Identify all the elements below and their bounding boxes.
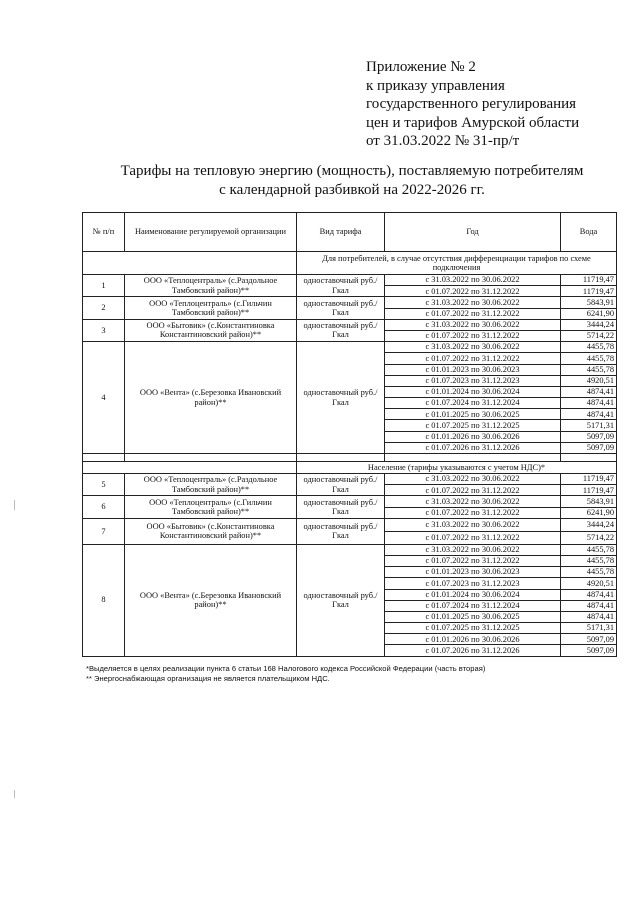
period: с 01.07.2026 по 31.12.2026 bbox=[385, 442, 561, 453]
tariff-value: 4920,51 bbox=[561, 375, 617, 386]
period: с 01.07.2022 по 31.12.2022 bbox=[385, 308, 561, 319]
period: с 01.07.2022 по 31.12.2022 bbox=[385, 286, 561, 297]
period: с 31.03.2022 по 30.06.2022 bbox=[385, 474, 561, 485]
spacer-cell bbox=[385, 454, 561, 462]
footnote-non-vat: ** Энергоснабжающая организация не является плательщиком НДС. bbox=[86, 674, 330, 683]
tariff-value: 3444,24 bbox=[561, 319, 617, 330]
period: с 31.03.2022 по 30.06.2022 bbox=[385, 275, 561, 286]
section-row bbox=[83, 462, 617, 474]
tariff-value: 4874,41 bbox=[561, 611, 617, 622]
tariff-value: 4920,51 bbox=[561, 578, 617, 589]
scan-margin-mark bbox=[14, 790, 15, 798]
tariff-value: 11719,47 bbox=[561, 485, 617, 496]
tariff-value: 4455,78 bbox=[561, 544, 617, 555]
period: с 01.07.2022 по 31.12.2022 bbox=[385, 353, 561, 364]
period: с 01.07.2022 по 31.12.2022 bbox=[385, 485, 561, 496]
period: с 01.01.2026 по 30.06.2026 bbox=[385, 634, 561, 645]
tariff-value: 4874,41 bbox=[561, 589, 617, 600]
tariff-value: 5097,09 bbox=[561, 645, 617, 656]
row-number: 3 bbox=[83, 319, 125, 341]
header-type: Вид тарифа bbox=[297, 213, 385, 252]
tariff-value: 5171,31 bbox=[561, 420, 617, 431]
tariff-value: 11719,47 bbox=[561, 275, 617, 286]
tariff-value: 6241,90 bbox=[561, 507, 617, 518]
period: с 01.07.2022 по 31.12.2022 bbox=[385, 507, 561, 518]
header-year: Год bbox=[385, 213, 561, 252]
period: с 01.01.2024 по 30.06.2024 bbox=[385, 386, 561, 397]
spacer-cell bbox=[83, 454, 125, 462]
scan-margin-mark bbox=[14, 500, 15, 510]
spacer-row bbox=[83, 454, 617, 462]
tariff-value: 5097,09 bbox=[561, 431, 617, 442]
row-number: 1 bbox=[83, 275, 125, 297]
tariff-value: 5714,22 bbox=[561, 531, 617, 544]
appendix-line: Приложение № 2 bbox=[366, 59, 476, 75]
period: с 01.07.2022 по 31.12.2022 bbox=[385, 531, 561, 544]
table-row bbox=[83, 319, 617, 330]
period: с 01.07.2023 по 31.12.2023 bbox=[385, 578, 561, 589]
org-name: ООО «Теплоцентраль» (с.Гильчин Тамбовский район)** bbox=[125, 297, 297, 319]
tariff-value: 4455,78 bbox=[561, 364, 617, 375]
table-row bbox=[83, 297, 617, 308]
period: с 31.03.2022 по 30.06.2022 bbox=[385, 544, 561, 555]
header-num: № п/п bbox=[83, 213, 125, 252]
tariff-type: одноставочный руб./Гкал bbox=[297, 496, 385, 518]
tariff-value: 4455,78 bbox=[561, 353, 617, 364]
row-number: 4 bbox=[83, 342, 125, 454]
period: с 01.07.2025 по 31.12.2025 bbox=[385, 623, 561, 634]
org-name: ООО «Теплоцентраль» (с.Раздольное Тамбовский район)** bbox=[125, 275, 297, 297]
period: с 01.07.2025 по 31.12.2025 bbox=[385, 420, 561, 431]
org-name: ООО «Бытовик» (с.Константиновка Константиновский район)** bbox=[125, 319, 297, 341]
spacer-cell bbox=[297, 454, 385, 462]
section-title: Население (тарифы указываются с учетом НДС)* bbox=[297, 462, 617, 474]
section-spacer bbox=[83, 252, 297, 275]
period: с 01.01.2025 по 30.06.2025 bbox=[385, 611, 561, 622]
org-name: ООО «Теплоцентраль» (с.Гильчин Тамбовский район)** bbox=[125, 496, 297, 518]
tariff-value: 5843,91 bbox=[561, 496, 617, 507]
org-name: ООО «Бытовик» (с.Константиновка Константиновский район)** bbox=[125, 518, 297, 544]
period: с 31.03.2022 по 30.06.2022 bbox=[385, 319, 561, 330]
table-header-row bbox=[83, 213, 617, 252]
appendix-line: государственного регулирования bbox=[366, 96, 577, 112]
period: с 01.01.2026 по 30.06.2026 bbox=[385, 431, 561, 442]
footnote-vat: *Выделяется в целях реализации пункта 6 статьи 168 Налогового кодекса Российской Федерации (часть вторая) bbox=[86, 664, 486, 673]
table-row bbox=[83, 275, 617, 286]
period: с 01.07.2026 по 31.12.2026 bbox=[385, 645, 561, 656]
tariff-value: 5171,31 bbox=[561, 623, 617, 634]
period: с 01.07.2022 по 31.12.2022 bbox=[385, 330, 561, 341]
tariff-type: одноставочный руб./Гкал bbox=[297, 518, 385, 544]
tariff-value: 4874,41 bbox=[561, 386, 617, 397]
period: с 31.03.2022 по 30.06.2022 bbox=[385, 297, 561, 308]
period: с 01.07.2022 по 31.12.2022 bbox=[385, 555, 561, 566]
tariff-table bbox=[82, 212, 617, 657]
section-row bbox=[83, 252, 617, 275]
tariff-type: одноставочный руб./Гкал bbox=[297, 297, 385, 319]
title-line: с календарной разбивкой на 2022-2026 гг. bbox=[219, 182, 485, 198]
appendix-line: к приказу управления bbox=[366, 77, 505, 94]
tariff-value: 6241,90 bbox=[561, 308, 617, 319]
period: с 01.01.2023 по 30.06.2023 bbox=[385, 567, 561, 578]
tariff-type: одноставочный руб./Гкал bbox=[297, 275, 385, 297]
period: с 01.01.2024 по 30.06.2024 bbox=[385, 589, 561, 600]
row-number: 5 bbox=[83, 474, 125, 496]
period: с 31.03.2022 по 30.06.2022 bbox=[385, 342, 561, 353]
row-number: 8 bbox=[83, 544, 125, 656]
table-row bbox=[83, 342, 617, 353]
header-org: Наименование регулируемой организации bbox=[125, 213, 297, 252]
org-name: ООО «Вента» (с.Березовка Ивановский район)** bbox=[125, 544, 297, 656]
period: с 01.01.2023 по 30.06.2023 bbox=[385, 364, 561, 375]
period: с 31.03.2022 по 30.06.2022 bbox=[385, 518, 561, 531]
period: с 01.01.2025 по 30.06.2025 bbox=[385, 409, 561, 420]
tariff-value: 5097,09 bbox=[561, 634, 617, 645]
tariff-value: 4455,78 bbox=[561, 342, 617, 353]
table-row bbox=[83, 496, 617, 507]
tariff-value: 4874,41 bbox=[561, 600, 617, 611]
tariff-value: 4455,78 bbox=[561, 567, 617, 578]
tariff-value: 4874,41 bbox=[561, 398, 617, 409]
appendix-line: цен и тарифов Амурской области bbox=[366, 114, 580, 131]
org-name: ООО «Вента» (с.Березовка Ивановский район)** bbox=[125, 342, 297, 454]
tariff-value: 11719,47 bbox=[561, 474, 617, 485]
tariff-value: 5097,09 bbox=[561, 442, 617, 453]
table-row bbox=[83, 474, 617, 485]
appendix-header bbox=[366, 58, 628, 151]
table-row bbox=[83, 544, 617, 555]
row-number: 7 bbox=[83, 518, 125, 544]
period: с 31.03.2022 по 30.06.2022 bbox=[385, 496, 561, 507]
tariff-type: одноставочный руб./Гкал bbox=[297, 474, 385, 496]
period: с 01.07.2023 по 31.12.2023 bbox=[385, 375, 561, 386]
row-number: 6 bbox=[83, 496, 125, 518]
appendix-line: от 31.03.2022 № 31-пр/т bbox=[366, 133, 520, 149]
footnotes bbox=[86, 664, 616, 684]
tariff-value: 4455,78 bbox=[561, 555, 617, 566]
org-name: ООО «Теплоцентраль» (с.Раздольное Тамбовский район)** bbox=[125, 474, 297, 496]
tariff-type: одноставочный руб./Гкал bbox=[297, 319, 385, 341]
tariff-type: одноставочный руб./Гкал bbox=[297, 544, 385, 656]
document-title bbox=[92, 162, 612, 200]
tariff-value: 4874,41 bbox=[561, 409, 617, 420]
section-title: Для потребителей, в случае отсутствия дифференциации тарифов по схеме подключения bbox=[297, 252, 617, 275]
period: с 01.07.2024 по 31.12.2024 bbox=[385, 600, 561, 611]
period: с 01.07.2024 по 31.12.2024 bbox=[385, 398, 561, 409]
tariff-value: 3444,24 bbox=[561, 518, 617, 531]
tariff-value: 5714,22 bbox=[561, 330, 617, 341]
title-line: Тарифы на тепловую энергию (мощность), поставляемую потребителям bbox=[120, 163, 584, 179]
header-value: Вода bbox=[561, 213, 617, 252]
tariff-value: 5843,91 bbox=[561, 297, 617, 308]
tariff-type: одноставочный руб./Гкал bbox=[297, 342, 385, 454]
spacer-cell bbox=[125, 454, 297, 462]
tariff-value: 11719,47 bbox=[561, 286, 617, 297]
table-row bbox=[83, 518, 617, 531]
row-number: 2 bbox=[83, 297, 125, 319]
spacer-cell bbox=[561, 454, 617, 462]
section-spacer bbox=[83, 462, 297, 474]
